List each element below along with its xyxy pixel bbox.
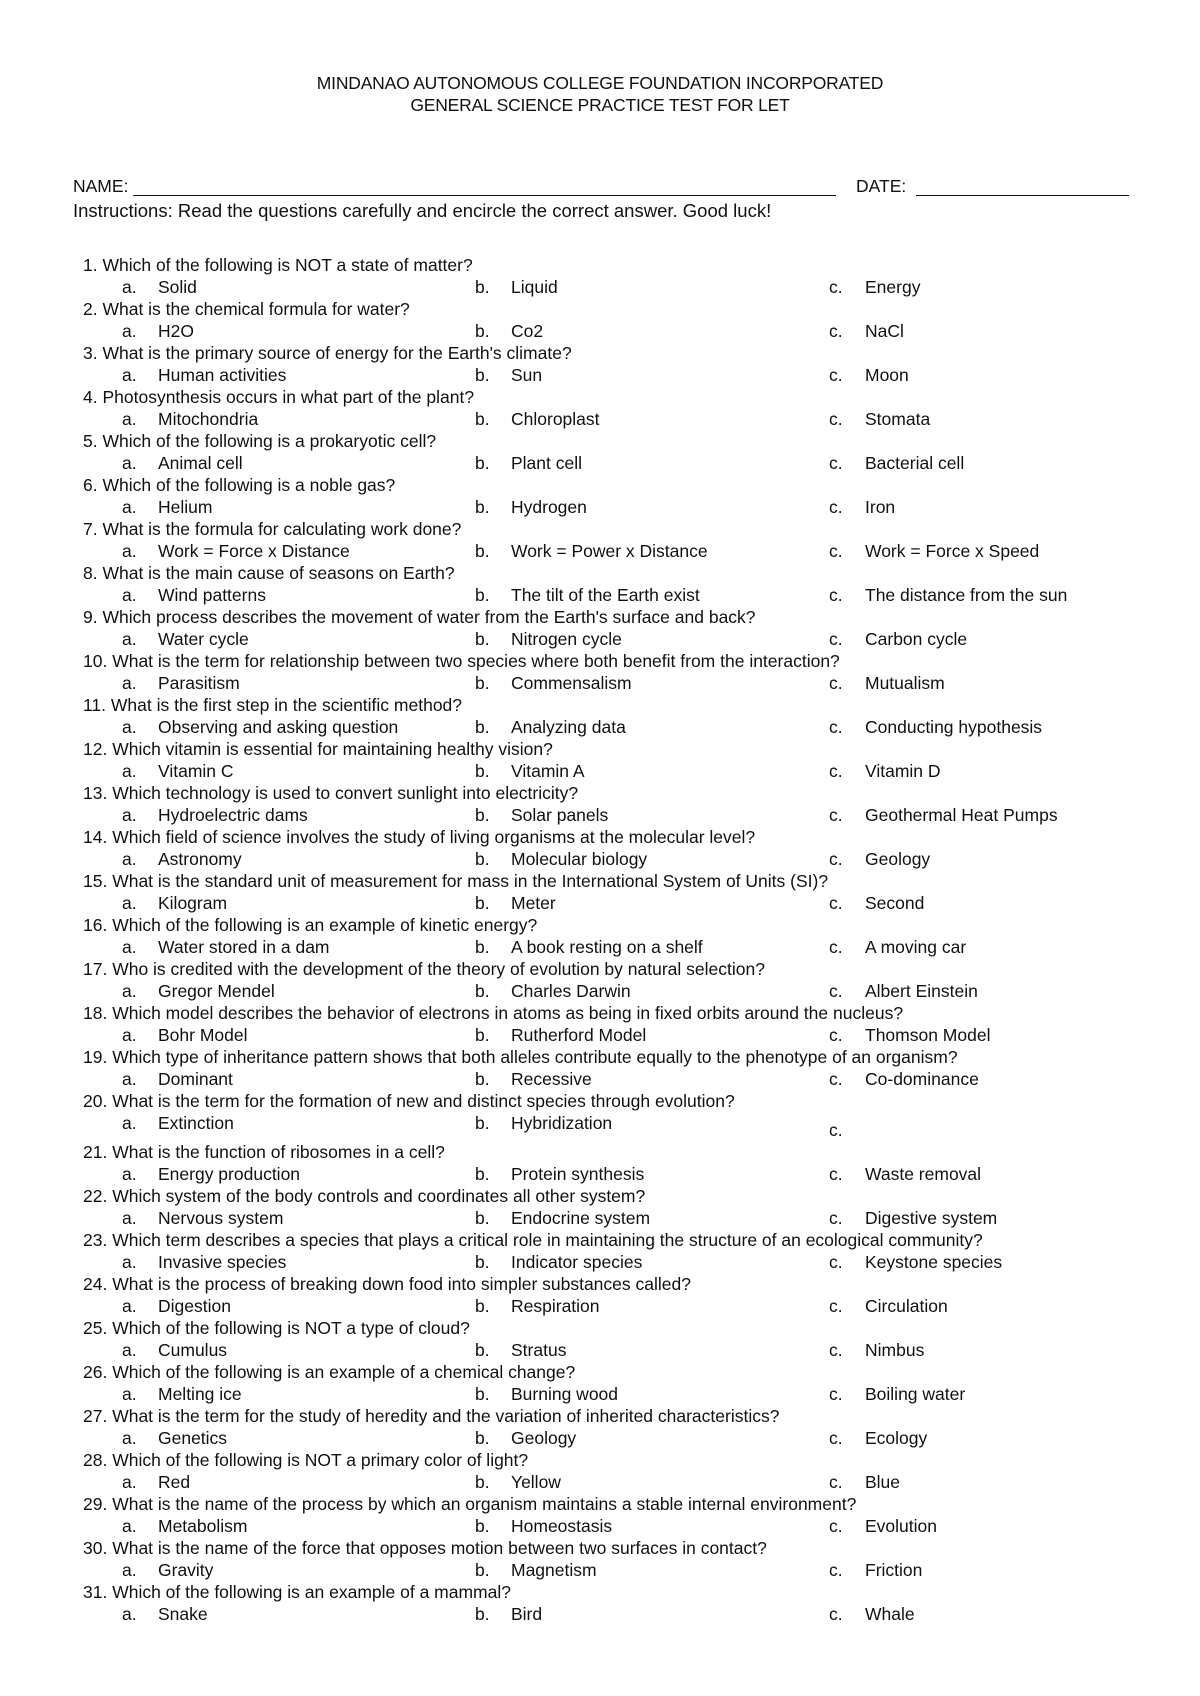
option-a-letter[interactable]: a. xyxy=(122,1164,137,1184)
option-b-letter[interactable]: b. xyxy=(475,937,490,957)
option-a-text[interactable]: Snake xyxy=(158,1604,208,1624)
option-b-text[interactable]: Hydrogen xyxy=(511,497,587,517)
option-a-text[interactable]: Metabolism xyxy=(158,1516,248,1536)
option-a-text[interactable]: H2O xyxy=(158,321,194,341)
question-text: 4. Photosynthesis occurs in what part of the plant? xyxy=(83,387,475,407)
option-a-text[interactable]: Water cycle xyxy=(158,629,249,649)
option-a-text[interactable]: Genetics xyxy=(158,1428,228,1448)
option-c-letter[interactable]: c. xyxy=(829,1472,843,1492)
option-c-text[interactable]: NaCl xyxy=(865,321,904,341)
option-b-text[interactable]: Bird xyxy=(511,1604,543,1624)
option-c-text[interactable]: Waste removal xyxy=(865,1164,982,1184)
option-a-letter[interactable]: a. xyxy=(122,277,137,297)
option-b-text[interactable]: Meter xyxy=(511,893,556,913)
option-b-letter[interactable]: b. xyxy=(475,1604,490,1624)
option-b-letter[interactable]: b. xyxy=(475,1164,490,1184)
question-text: 15. What is the standard unit of measurement for mass in the International System of Units (SI)? xyxy=(83,871,829,891)
answer-options xyxy=(0,848,1200,870)
answer-options xyxy=(0,1024,1200,1046)
option-b-text[interactable]: A book resting on a shelf xyxy=(511,937,703,957)
option-c-text[interactable]: Geology xyxy=(865,849,931,869)
question-text: 3. What is the primary source of energy for the Earth's climate? xyxy=(83,343,572,363)
option-b-letter[interactable]: b. xyxy=(475,1208,490,1228)
option-b-letter[interactable]: b. xyxy=(475,1340,490,1360)
option-a-letter[interactable]: a. xyxy=(122,1560,137,1580)
answer-options xyxy=(0,1471,1200,1493)
option-b-letter[interactable]: b. xyxy=(475,761,490,781)
option-c-text[interactable]: Moon xyxy=(865,365,909,385)
question-list xyxy=(0,254,1200,1625)
option-c-letter[interactable]: c. xyxy=(829,937,843,957)
question-text: 25. Which of the following is NOT a type of cloud? xyxy=(83,1318,470,1338)
option-b-letter[interactable]: b. xyxy=(475,453,490,473)
option-c-letter[interactable]: c. xyxy=(829,981,843,1001)
option-b-text[interactable]: Analyzing data xyxy=(511,717,626,737)
name-label: NAME: xyxy=(73,176,129,196)
option-a-text[interactable]: Red xyxy=(158,1472,191,1492)
option-b-text[interactable]: Burning wood xyxy=(511,1384,619,1404)
option-c-letter[interactable]: c. xyxy=(829,1120,843,1140)
option-c-letter[interactable]: c. xyxy=(829,717,843,737)
option-c-text[interactable]: Albert Einstein xyxy=(865,981,978,1001)
document-header xyxy=(0,72,1200,116)
option-b-letter[interactable]: b. xyxy=(475,409,490,429)
option-b-letter[interactable]: b. xyxy=(475,629,490,649)
option-b-text[interactable]: Recessive xyxy=(511,1069,592,1089)
option-c-text[interactable]: Keystone species xyxy=(865,1252,1003,1272)
option-a-text[interactable]: Bohr Model xyxy=(158,1025,248,1045)
option-a-text[interactable]: Vitamin C xyxy=(158,761,234,781)
answer-options xyxy=(0,452,1200,474)
answer-options xyxy=(0,804,1200,826)
answer-options xyxy=(0,1207,1200,1229)
question-text: 26. Which of the following is an example of a chemical change? xyxy=(83,1362,576,1382)
answer-options xyxy=(0,320,1200,342)
option-a-letter[interactable]: a. xyxy=(122,1296,137,1316)
answer-options xyxy=(0,408,1200,430)
option-a-letter[interactable]: a. xyxy=(122,321,137,341)
option-b-letter[interactable]: b. xyxy=(475,717,490,737)
option-c-letter[interactable]: c. xyxy=(829,1604,843,1624)
option-c-letter[interactable]: c. xyxy=(829,321,843,341)
option-c-text[interactable]: Work = Force x Speed xyxy=(865,541,1040,561)
option-a-text[interactable]: Invasive species xyxy=(158,1252,287,1272)
option-c-text[interactable]: A moving car xyxy=(865,937,967,957)
option-c-letter[interactable]: c. xyxy=(829,849,843,869)
answer-options xyxy=(0,1068,1200,1090)
option-b-text[interactable]: Molecular biology xyxy=(511,849,648,869)
option-a-letter[interactable]: a. xyxy=(122,761,137,781)
option-c-letter[interactable]: c. xyxy=(829,453,843,473)
option-b-letter[interactable]: b. xyxy=(475,497,490,517)
option-a-text[interactable]: Water stored in a dam xyxy=(158,937,330,957)
question-text: 16. Which of the following is an example of kinetic energy? xyxy=(83,915,538,935)
option-a-letter[interactable]: a. xyxy=(122,541,137,561)
option-a-letter[interactable]: a. xyxy=(122,453,137,473)
question-text: 7. What is the formula for calculating work done? xyxy=(83,519,462,539)
option-c-text[interactable]: Geothermal Heat Pumps xyxy=(865,805,1058,825)
option-b-text[interactable]: Charles Darwin xyxy=(511,981,631,1001)
option-c-letter[interactable]: c. xyxy=(829,893,843,913)
option-c-text[interactable]: Whale xyxy=(865,1604,915,1624)
option-a-text[interactable]: Digestion xyxy=(158,1296,231,1316)
answer-options xyxy=(0,1251,1200,1273)
option-a-letter[interactable]: a. xyxy=(122,1208,137,1228)
option-c-letter[interactable]: c. xyxy=(829,1296,843,1316)
answer-options xyxy=(0,1163,1200,1185)
answer-options xyxy=(0,716,1200,738)
option-b-letter[interactable]: b. xyxy=(475,1296,490,1316)
option-a-letter[interactable]: a. xyxy=(122,1025,137,1045)
option-b-text[interactable]: Homeostasis xyxy=(511,1516,613,1536)
answer-options xyxy=(0,1112,1200,1141)
answer-options xyxy=(0,364,1200,386)
option-a-text[interactable]: Dominant xyxy=(158,1069,233,1089)
option-a-letter[interactable]: a. xyxy=(122,849,137,869)
option-b-letter[interactable]: b. xyxy=(475,1560,490,1580)
question-text: 31. Which of the following is an example of a mammal? xyxy=(83,1582,511,1602)
option-b-text[interactable]: Hybridization xyxy=(511,1113,613,1133)
option-b-text[interactable]: Liquid xyxy=(511,277,558,297)
institution-name: MINDANAO AUTONOMOUS COLLEGE FOUNDATION INCORPORATED xyxy=(316,73,884,93)
option-c-text[interactable]: Bacterial cell xyxy=(865,453,965,473)
option-b-letter[interactable]: b. xyxy=(475,277,490,297)
option-b-text[interactable]: Solar panels xyxy=(511,805,609,825)
option-b-letter[interactable]: b. xyxy=(475,1069,490,1089)
option-a-text[interactable]: Gravity xyxy=(158,1560,214,1580)
answer-options xyxy=(0,892,1200,914)
option-b-letter[interactable]: b. xyxy=(475,321,490,341)
option-b-letter[interactable]: b. xyxy=(475,365,490,385)
option-b-letter[interactable]: b. xyxy=(475,1113,490,1133)
question-text: 24. What is the process of breaking down food into simpler substances called? xyxy=(83,1274,691,1294)
answer-options xyxy=(0,496,1200,518)
question-text: 30. What is the name of the force that opposes motion between two surfaces in contact? xyxy=(83,1538,767,1558)
option-c-letter[interactable]: c. xyxy=(829,1252,843,1272)
option-c-letter[interactable]: c. xyxy=(829,1560,843,1580)
option-a-text[interactable]: Human activities xyxy=(158,365,287,385)
option-c-letter[interactable]: c. xyxy=(829,1025,843,1045)
option-b-letter[interactable]: b. xyxy=(475,1428,490,1448)
option-a-letter[interactable]: a. xyxy=(122,585,137,605)
option-c-text[interactable]: Carbon cycle xyxy=(865,629,968,649)
question-text: 11. What is the first step in the scientific method? xyxy=(83,695,463,715)
option-a-text[interactable]: Helium xyxy=(158,497,213,517)
answer-options xyxy=(0,760,1200,782)
option-c-letter[interactable]: c. xyxy=(829,1164,843,1184)
question-text: 13. Which technology is used to convert sunlight into electricity? xyxy=(83,783,579,803)
answer-options xyxy=(0,1339,1200,1361)
option-b-text[interactable]: Rutherford Model xyxy=(511,1025,647,1045)
option-a-text[interactable]: Nervous system xyxy=(158,1208,284,1228)
answer-options xyxy=(0,628,1200,650)
option-a-text[interactable]: Solid xyxy=(158,277,197,297)
option-a-letter[interactable]: a. xyxy=(122,1472,137,1492)
option-a-text[interactable]: Mitochondria xyxy=(158,409,259,429)
option-c-letter[interactable]: c. xyxy=(829,1340,843,1360)
option-a-text[interactable]: Wind patterns xyxy=(158,585,266,605)
date-label: DATE: xyxy=(856,176,907,196)
question-text: 10. What is the term for relationship between two species where both benefit from the interaction? xyxy=(83,651,840,671)
option-c-text[interactable]: Nimbus xyxy=(865,1340,925,1360)
option-b-text[interactable]: Vitamin A xyxy=(511,761,585,781)
option-a-letter[interactable]: a. xyxy=(122,1516,137,1536)
option-a-text[interactable]: Work = Force x Distance xyxy=(158,541,350,561)
option-c-text[interactable]: Thomson Model xyxy=(865,1025,991,1045)
answer-options xyxy=(0,936,1200,958)
answer-options xyxy=(0,672,1200,694)
question-text: 18. Which model describes the behavior of electrons in atoms as being in fixed orbits around the nucleus? xyxy=(83,1003,904,1023)
question-text: 12. Which vitamin is essential for maintaining healthy vision? xyxy=(83,739,553,759)
option-b-letter[interactable]: b. xyxy=(475,1384,490,1404)
option-a-letter[interactable]: a. xyxy=(122,937,137,957)
answer-options xyxy=(0,1559,1200,1581)
option-a-text[interactable]: Hydroelectric dams xyxy=(158,805,308,825)
option-a-text[interactable]: Melting ice xyxy=(158,1384,242,1404)
option-a-letter[interactable]: a. xyxy=(122,805,137,825)
option-c-letter[interactable]: c. xyxy=(829,365,843,385)
option-b-text[interactable]: Sun xyxy=(511,365,543,385)
question-text: 2. What is the chemical formula for water? xyxy=(83,299,410,319)
option-b-text[interactable]: Plant cell xyxy=(511,453,583,473)
question-text: 20. What is the term for the formation of new and distinct species through evolution? xyxy=(83,1091,735,1111)
answer-options xyxy=(0,1295,1200,1317)
option-a-letter[interactable]: a. xyxy=(122,629,137,649)
question-text: 27. What is the term for the study of heredity and the variation of inherited characteristics? xyxy=(83,1406,780,1426)
option-b-text[interactable]: Stratus xyxy=(511,1340,567,1360)
option-c-text[interactable]: Mutualism xyxy=(865,673,945,693)
option-a-text[interactable]: Extinction xyxy=(158,1113,234,1133)
option-b-text[interactable]: Chloroplast xyxy=(511,409,600,429)
question-text: 9. Which process describes the movement of water from the Earth's surface and back? xyxy=(83,607,756,627)
option-a-letter[interactable]: a. xyxy=(122,1340,137,1360)
option-a-text[interactable]: Animal cell xyxy=(158,453,243,473)
option-a-text[interactable]: Cumulus xyxy=(158,1340,228,1360)
option-b-text[interactable]: The tilt of the Earth exist xyxy=(511,585,700,605)
option-b-text[interactable]: Nitrogen cycle xyxy=(511,629,622,649)
option-c-text[interactable]: Conducting hypothesis xyxy=(865,717,1043,737)
option-c-text[interactable]: Boiling water xyxy=(865,1384,966,1404)
option-c-text[interactable]: Second xyxy=(865,893,925,913)
question-text: 5. Which of the following is a prokaryotic cell? xyxy=(83,431,437,451)
answer-options xyxy=(0,1427,1200,1449)
option-c-letter[interactable]: c. xyxy=(829,629,843,649)
option-b-text[interactable]: Protein synthesis xyxy=(511,1164,645,1184)
option-b-text[interactable]: Yellow xyxy=(511,1472,561,1492)
option-c-letter[interactable]: c. xyxy=(829,761,843,781)
option-a-letter[interactable]: a. xyxy=(122,893,137,913)
test-title: GENERAL SCIENCE PRACTICE TEST FOR LET xyxy=(410,95,790,115)
option-c-text[interactable]: Vitamin D xyxy=(865,761,941,781)
option-b-letter[interactable]: b. xyxy=(475,849,490,869)
option-b-text[interactable]: Work = Power x Distance xyxy=(511,541,708,561)
question-text: 19. Which type of inheritance pattern shows that both alleles contribute equally to the phenotype of an organism? xyxy=(83,1047,958,1067)
question-text: 14. Which field of science involves the study of living organisms at the molecular level? xyxy=(83,827,756,847)
question-text: 23. Which term describes a species that plays a critical role in maintaining the structure of an ecological community? xyxy=(83,1230,983,1250)
option-c-text[interactable]: Ecology xyxy=(865,1428,928,1448)
option-b-text[interactable]: Co2 xyxy=(511,321,544,341)
option-c-letter[interactable]: c. xyxy=(829,673,843,693)
question-text: 29. What is the name of the process by which an organism maintains a stable internal environment? xyxy=(83,1494,857,1514)
option-a-letter[interactable]: a. xyxy=(122,981,137,1001)
option-c-letter[interactable]: c. xyxy=(829,497,843,517)
option-b-letter[interactable]: b. xyxy=(475,1472,490,1492)
option-a-letter[interactable]: a. xyxy=(122,497,137,517)
option-c-letter[interactable]: c. xyxy=(829,1208,843,1228)
instructions: Instructions: Read the questions carefully and encircle the correct answer. Good luck! xyxy=(73,200,772,221)
option-b-letter[interactable]: b. xyxy=(475,1252,490,1272)
option-a-text[interactable]: Kilogram xyxy=(158,893,228,913)
option-c-text[interactable]: Circulation xyxy=(865,1296,948,1316)
answer-options xyxy=(0,1383,1200,1405)
option-a-letter[interactable]: a. xyxy=(122,1069,137,1089)
option-b-text[interactable]: Commensalism xyxy=(511,673,632,693)
option-a-letter[interactable]: a. xyxy=(122,1252,137,1272)
option-c-letter[interactable]: c. xyxy=(829,541,843,561)
name-field-line[interactable] xyxy=(133,195,836,196)
option-a-letter[interactable]: a. xyxy=(122,409,137,429)
option-c-letter[interactable]: c. xyxy=(829,1384,843,1404)
option-c-letter[interactable]: c. xyxy=(829,1516,843,1536)
option-c-text[interactable]: Digestive system xyxy=(865,1208,998,1228)
option-c-text[interactable]: Energy xyxy=(865,277,921,297)
option-b-letter[interactable]: b. xyxy=(475,1025,490,1045)
option-a-letter[interactable]: a. xyxy=(122,1113,137,1133)
option-a-text[interactable]: Gregor Mendel xyxy=(158,981,275,1001)
question-text: 22. Which system of the body controls and coordinates all other system? xyxy=(83,1186,646,1206)
option-b-text[interactable]: Geology xyxy=(511,1428,577,1448)
option-c-text[interactable]: Iron xyxy=(865,497,896,517)
option-b-letter[interactable]: b. xyxy=(475,541,490,561)
option-c-text[interactable]: Blue xyxy=(865,1472,901,1492)
option-c-letter[interactable]: c. xyxy=(829,409,843,429)
question-text: 21. What is the function of ribosomes in a cell? xyxy=(83,1142,445,1162)
option-c-text[interactable]: Co-dominance xyxy=(865,1069,979,1089)
option-a-letter[interactable]: a. xyxy=(122,1384,137,1404)
option-a-letter[interactable]: a. xyxy=(122,717,137,737)
answer-options xyxy=(0,540,1200,562)
question-text: 8. What is the main cause of seasons on Earth? xyxy=(83,563,455,583)
option-c-letter[interactable]: c. xyxy=(829,585,843,605)
option-a-letter[interactable]: a. xyxy=(122,1604,137,1624)
option-b-letter[interactable]: b. xyxy=(475,1516,490,1536)
option-b-letter[interactable]: b. xyxy=(475,673,490,693)
option-b-text[interactable]: Indicator species xyxy=(511,1252,643,1272)
question-text: 17. Who is credited with the development of the theory of evolution by natural selection? xyxy=(83,959,765,979)
answer-options xyxy=(0,1603,1200,1625)
option-c-text[interactable]: The distance from the sun xyxy=(865,585,1068,605)
question-text: 1. Which of the following is NOT a state of matter? xyxy=(83,255,473,275)
option-b-text[interactable]: Magnetism xyxy=(511,1560,597,1580)
option-c-text[interactable]: Stomata xyxy=(865,409,931,429)
option-b-letter[interactable]: b. xyxy=(475,585,490,605)
option-b-text[interactable]: Endocrine system xyxy=(511,1208,651,1228)
option-b-letter[interactable]: b. xyxy=(475,805,490,825)
option-c-text[interactable]: Friction xyxy=(865,1560,923,1580)
option-a-text[interactable]: Energy production xyxy=(158,1164,301,1184)
option-b-text[interactable]: Respiration xyxy=(511,1296,600,1316)
option-a-letter[interactable]: a. xyxy=(122,365,137,385)
option-a-text[interactable]: Astronomy xyxy=(158,849,242,869)
answer-options xyxy=(0,276,1200,298)
question-text: 28. Which of the following is NOT a primary color of light? xyxy=(83,1450,529,1470)
option-a-text[interactable]: Parasitism xyxy=(158,673,240,693)
option-c-letter[interactable]: c. xyxy=(829,1428,843,1448)
question-text: 6. Which of the following is a noble gas? xyxy=(83,475,396,495)
option-b-letter[interactable]: b. xyxy=(475,893,490,913)
answer-options xyxy=(0,584,1200,606)
option-c-text[interactable]: Evolution xyxy=(865,1516,937,1536)
answer-options xyxy=(0,980,1200,1002)
option-c-letter[interactable]: c. xyxy=(829,1069,843,1089)
option-b-letter[interactable]: b. xyxy=(475,981,490,1001)
option-a-letter[interactable]: a. xyxy=(122,1428,137,1448)
option-a-letter[interactable]: a. xyxy=(122,673,137,693)
answer-options xyxy=(0,1515,1200,1537)
option-c-letter[interactable]: c. xyxy=(829,805,843,825)
option-c-letter[interactable]: c. xyxy=(829,277,843,297)
date-field-line[interactable] xyxy=(916,195,1129,196)
option-a-text[interactable]: Observing and asking question xyxy=(158,717,399,737)
